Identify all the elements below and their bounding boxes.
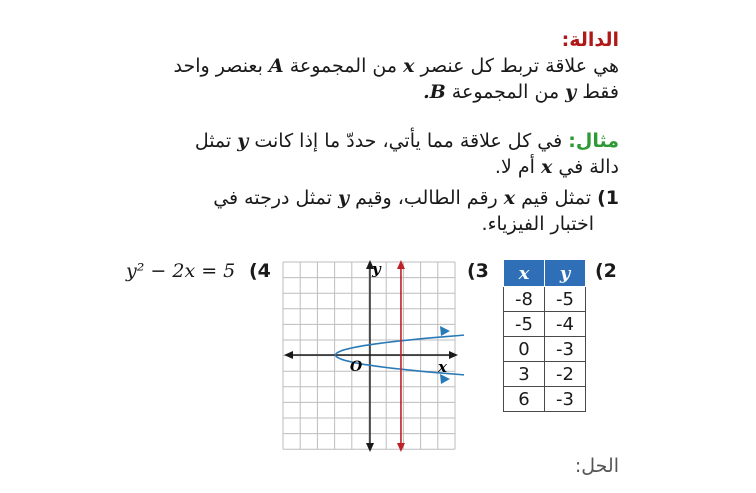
text: أم لا. [494,156,535,178]
x-axis-label: x [438,358,447,376]
text: تمثل درجته في [213,187,332,209]
var-y: y [337,187,350,209]
item-2-number: (2 [595,260,617,282]
header-x: x [504,260,545,287]
table-row [504,337,586,362]
table-row [504,287,586,312]
cell: -2 [545,362,586,387]
table-row [504,312,586,337]
text: فقط [582,81,619,103]
example-line-2 [495,154,619,180]
x-axis-arrow-right [449,351,458,359]
var-x: x [503,187,516,209]
header-y: y [545,260,586,287]
var-y: y [565,81,577,103]
item-1-line-1 [213,185,619,211]
cell: 0 [504,337,545,362]
var-y: y [237,130,249,152]
item-4-equation: y² − 2x = 5 [126,260,236,282]
curve-arrow-top [440,326,450,336]
text: تمثل [194,130,232,152]
origin-label: O [350,359,363,375]
item-3-number: (3 [467,260,489,282]
definition-title [562,27,619,53]
text: تمثل قيم [521,187,592,209]
example-line-1 [195,128,619,154]
cell: 3 [504,362,545,387]
solution-label: الحل: [574,455,619,477]
cell: -5 [545,287,586,312]
item-1-number: 1) [597,187,619,209]
definition-line-2 [423,79,619,105]
table-row [504,362,586,387]
text: اختبار الفيزياء. [481,213,594,235]
y-axis-arrow-bottom [366,443,374,452]
cell: -3 [545,387,586,412]
cell: -3 [545,337,586,362]
example-heading: مثال: [568,130,619,152]
text: هي علاقة تربط كل عنصر [420,55,619,77]
text: من المجموعة [451,81,560,103]
definition-line-1 [174,53,619,79]
cell: -8 [504,287,545,312]
x-axis-arrow-left [284,351,293,359]
cell: -5 [504,312,545,337]
cell: 6 [504,387,545,412]
text: بعنصر واحد [173,55,263,77]
var-x: x [403,55,415,77]
table-row [504,387,586,412]
var-x: x [540,156,553,178]
text: رقم الطالب، وقيم [355,187,498,209]
text: من المجموعة [289,55,398,77]
var-A: A [268,55,284,77]
relation-graph [278,258,464,454]
cell: -4 [545,312,586,337]
definition-heading: الدالة: [561,29,619,51]
xy-table [503,259,586,412]
text: دالة في [558,156,619,178]
item-1-line-2 [482,211,594,237]
var-B: B. [423,81,446,103]
text: في كل علاقة مما يأتي، حددّ ما إذا كانت [254,130,563,152]
y-axis-label: y [372,260,381,278]
item-4-number: (4 [249,260,271,282]
